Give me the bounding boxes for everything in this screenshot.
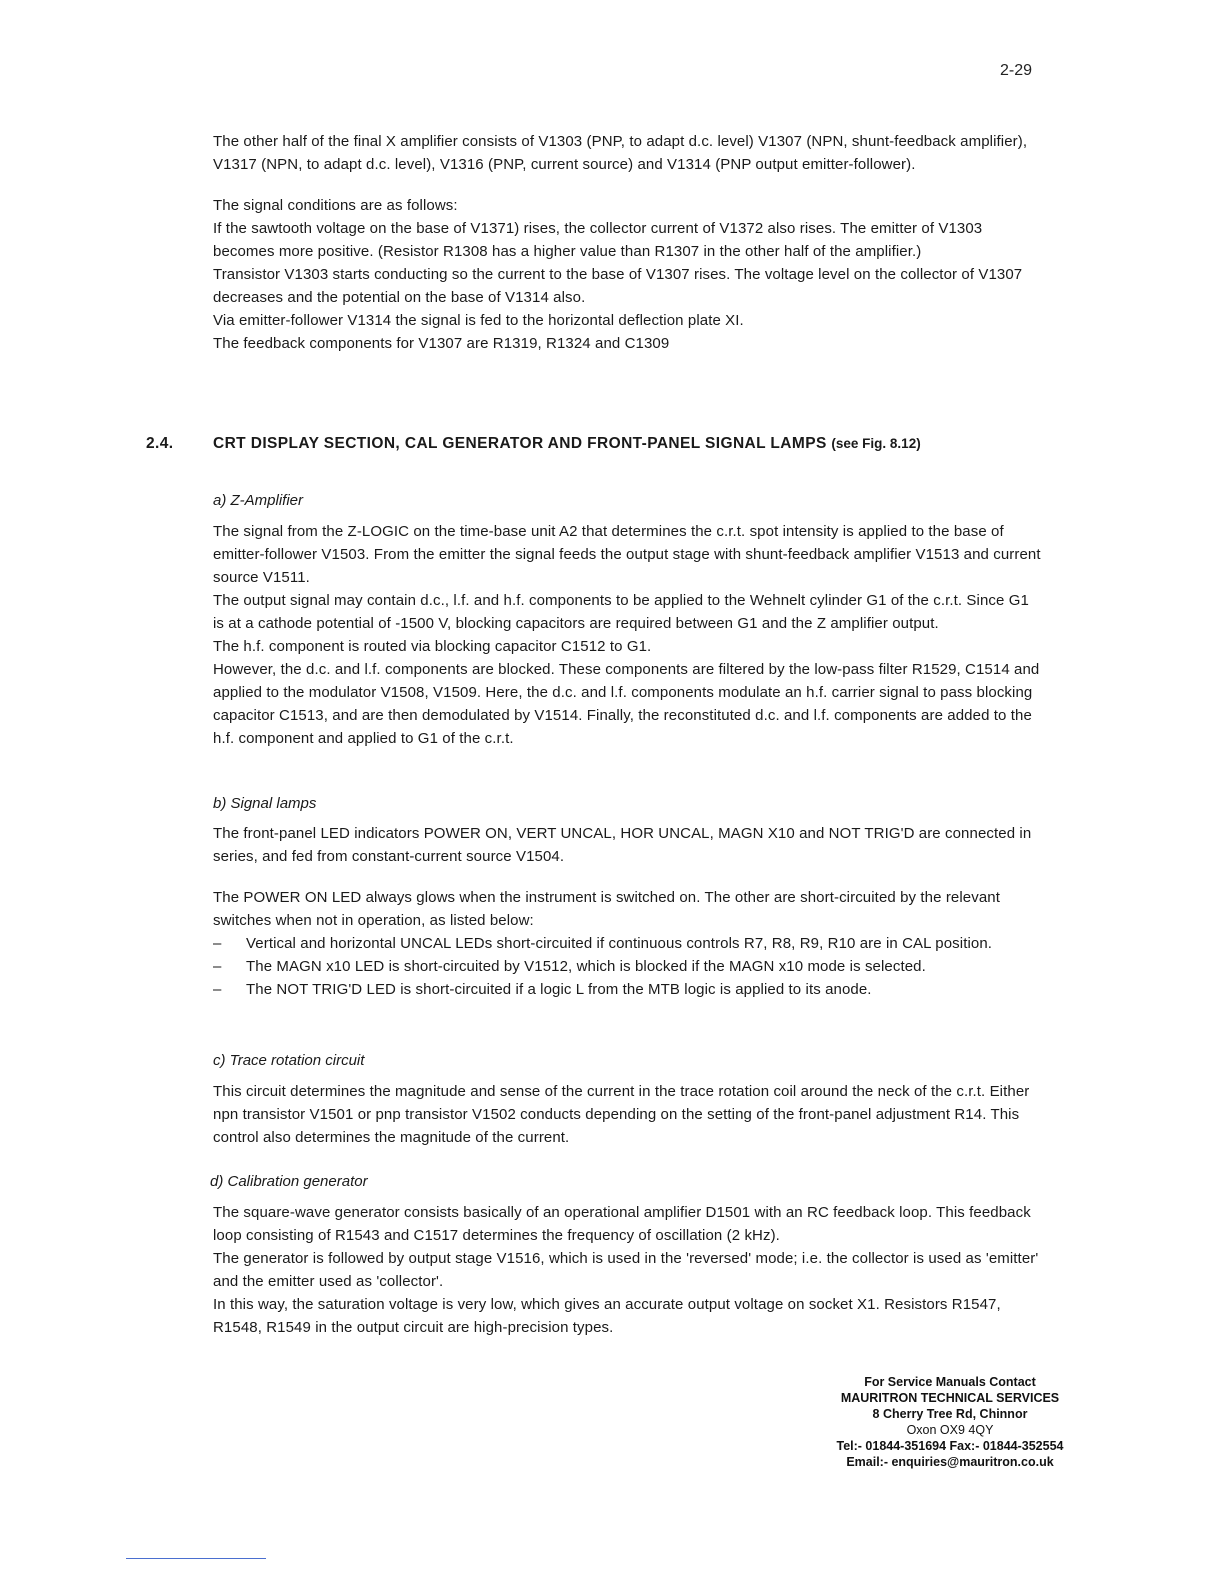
z-amplifier-heading: a) Z-Amplifier [213, 492, 304, 509]
section-figure-reference: (see Fig. 8.12) [831, 436, 921, 451]
footer-rule [126, 1558, 266, 1559]
list-item [213, 955, 1043, 978]
dash-bullet: – [213, 958, 222, 975]
section-title [213, 435, 921, 453]
calibration-line-2: The generator is followed by output stage V1516, which is used in the 'reversed' mode; i.e. the collector is used as 'emitter' and the emitter used as 'collector'. [213, 1250, 1039, 1290]
contact-line-3: 8 Cherry Tree Rd, Chinnor [872, 1407, 1028, 1421]
list-item-text: The MAGN x10 LED is short-circuited by V1512, which is blocked if the MAGN x10 mode is selected. [246, 958, 926, 975]
trace-rotation-paragraph: This circuit determines the magnitude and sense of the current in the trace rotation coil around the neck of the c.r.t. Either npn transistor V1501 or pnp transistor V1502 conducts depending on the setting of the front-panel adjustment R14. This control also determines the magnitude of the current. [213, 1083, 1030, 1146]
contact-line-2: MAURITRON TECHNICAL SERVICES [840, 1391, 1060, 1405]
intro-line-5: The feedback components for V1307 are R1319, R1324 and C1309 [213, 335, 670, 352]
intro-line-2: If the sawtooth voltage on the base of V1371) rises, the collector current of V1372 also rises. The emitter of V1303 becomes more positive. (Resistor R1308 has a higher value than R1307 in the other half of the amplifier.) [213, 220, 983, 260]
intro-section [213, 130, 1043, 355]
dash-bullet: – [213, 935, 222, 952]
intro-line-1: The signal conditions are as follows: [213, 197, 458, 214]
signal-lamps-paragraph-1: The front-panel LED indicators POWER ON, VERT UNCAL, HOR UNCAL, MAGN X10 and NOT TRIG'D are connected in series, and fed from constant-current source V1504. [213, 825, 1032, 865]
intro-line-3: Transistor V1303 starts conducting so the current to the base of V1307 rises. The voltage level on the collector of V1307 decreases and the potential on the base of V1314 also. [213, 266, 1023, 306]
list-item-text: The NOT TRIG'D LED is short-circuited if a logic L from the MTB logic is applied to its anode. [246, 981, 872, 998]
calibration-line-1: The square-wave generator consists basically of an operational amplifier D1501 with an RC feedback loop. This feedback loop consisting of R1543 and C1517 determines the frequency of oscillation (2 kHz). [213, 1204, 1031, 1244]
section-number: 2.4. [146, 435, 174, 452]
trace-rotation-body [213, 1080, 1043, 1149]
signal-lamps-paragraph-2: The POWER ON LED always glows when the instrument is switched on. The other are short-circuited by the relevant switches when not in operation, as listed below: [213, 889, 1000, 929]
section-title-text: CRT DISPLAY SECTION, CAL GENERATOR AND FRONT-PANEL SIGNAL LAMPS [213, 435, 827, 452]
list-item [213, 932, 1043, 955]
contact-line-1: For Service Manuals Contact [864, 1375, 1036, 1389]
trace-rotation-heading: c) Trace rotation circuit [213, 1052, 365, 1069]
z-amplifier-line-2: The output signal may contain d.c., l.f. and h.f. components to be applied to the Wehnelt cylinder G1 of the c.r.t. Since G1 is at a cathode potential of -1500 V, blocking capacitors are required between G1 and the Z amplifier output. [213, 592, 1029, 632]
intro-paragraph-1: The other half of the final X amplifier consists of V1303 (PNP, to adapt d.c. level) V1307 (NPN, shunt-feedback amplifier), V1317 (NPN, to adapt d.c. level), V1316 (PNP, current source) and V1314 (PNP output emitter-follower). [213, 133, 1028, 173]
contact-line-5: Tel:- 01844-351694 Fax:- 01844-352554 [836, 1439, 1064, 1453]
intro-line-4: Via emitter-follower V1314 the signal is fed to the horizontal deflection plate XI. [213, 312, 744, 329]
z-amplifier-body [213, 520, 1043, 750]
signal-lamps-heading: b) Signal lamps [213, 795, 317, 812]
calibration-body [213, 1201, 1043, 1339]
z-amplifier-line-3: The h.f. component is routed via blocking capacitor C1512 to G1. [213, 638, 652, 655]
z-amplifier-line-1: The signal from the Z-LOGIC on the time-base unit A2 that determines the c.r.t. spot intensity is applied to the base of emitter-follower V1503. From the emitter the signal feeds the output stage with shunt-feedback amplifier V1513 and current source V1511. [213, 523, 1041, 586]
dash-bullet: – [213, 981, 222, 998]
contact-line-4: Oxon OX9 4QY [906, 1423, 994, 1437]
z-amplifier-line-4: However, the d.c. and l.f. components are blocked. These components are filtered by the low-pass filter R1529, C1514 and applied to the modulator V1508, V1509. Here, the d.c. and l.f. components modulate an h.f. carrier signal to pass blocking capacitor C1513, and are then demodulated by V1514. Finally, the reconstituted d.c. and l.f. components are added to the h.f. component and applied to G1 of the c.r.t. [213, 661, 1040, 747]
list-item [213, 978, 1043, 1001]
signal-lamps-body [213, 822, 1043, 1001]
list-item-text: Vertical and horizontal UNCAL LEDs short-circuited if continuous controls R7, R8, R9, R10 are in CAL position. [246, 935, 993, 952]
contact-line-6: Email:- enquiries@mauritron.co.uk [846, 1455, 1054, 1469]
calibration-heading: d) Calibration generator [210, 1173, 368, 1190]
page-number: 2-29 [1000, 62, 1033, 79]
contact-block [740, 1374, 1160, 1470]
calibration-line-3: In this way, the saturation voltage is very low, which gives an accurate output voltage on socket X1. Resistors R1547, R1548, R1549 in the output circuit are high-precision types. [213, 1296, 1001, 1336]
